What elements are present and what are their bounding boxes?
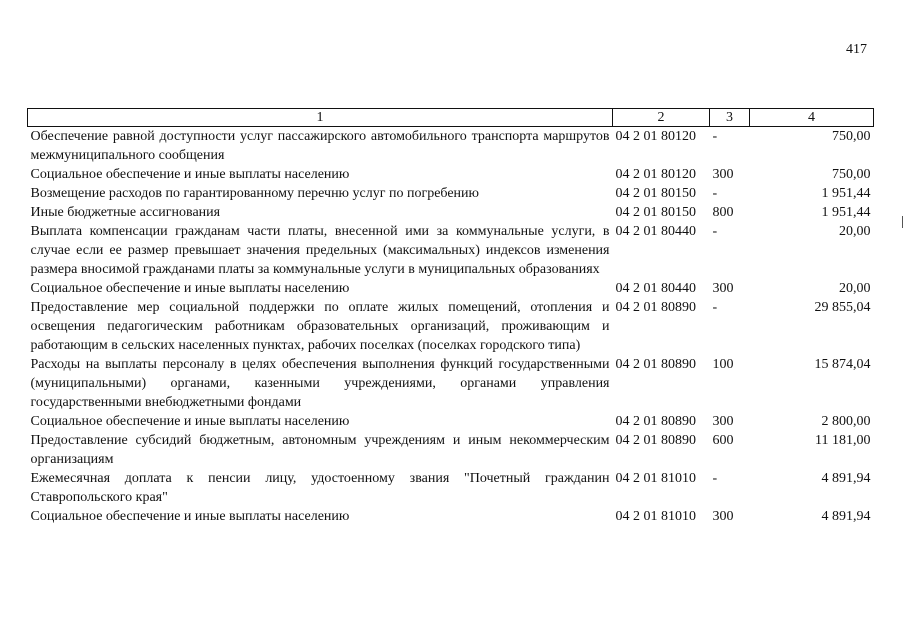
row-amount: 750,00 [832,167,871,182]
row-expense-type: - [712,300,718,315]
row-expense-type: 300 [712,414,734,429]
table-row [28,127,874,166]
row-amount: 750,00 [832,129,871,144]
row-name: Иные бюджетные ассигнования [30,205,221,220]
row-code: 04 2 01 80440 [615,224,696,239]
row-expense-type: - [712,186,718,201]
row-expense-type: 600 [712,433,734,448]
row-amount: 20,00 [839,281,871,296]
header-col-1: 1 [28,109,613,127]
row-amount: 1 951,44 [821,186,871,201]
row-amount: 20,00 [839,224,871,239]
row-code: 04 2 01 81010 [615,509,696,524]
row-expense-type: 100 [712,357,734,372]
row-name: Социальное обеспечение и иные выплаты населению [30,509,350,524]
row-amount: 2 800,00 [821,414,871,429]
row-name: Социальное обеспечение и иные выплаты населению [30,167,350,182]
table-row [28,279,874,298]
row-code: 04 2 01 80440 [615,281,696,296]
row-amount: 15 874,04 [814,357,871,372]
table-row [28,298,874,355]
row-expense-type: - [712,471,718,486]
row-name: Возмещение расходов по гарантированному перечню услуг по погребению [30,186,479,201]
row-expense-type: 800 [712,205,734,220]
row-code: 04 2 01 80890 [615,433,696,448]
table-row [28,507,874,526]
budget-table [27,108,874,526]
row-amount: 29 855,04 [814,300,871,315]
header-col-2: 2 [613,109,710,127]
row-amount: 4 891,94 [821,509,871,524]
table-row [28,165,874,184]
row-expense-type: 300 [712,281,734,296]
row-expense-type: - [712,224,718,239]
row-expense-type: 300 [712,167,734,182]
table-row [28,431,874,469]
table-row [28,412,874,431]
row-name: Предоставление мер социальной поддержки по оплате жилых помещений, отопления и освещения педагогическим работникам образовательных организаций, проживающим и работающим в сельских населенных пунктах, рабочих поселках (поселках городского типа) [30,300,610,353]
table-row [28,184,874,203]
table-row [28,355,874,412]
row-code: 04 2 01 80890 [615,357,696,372]
row-code: 04 2 01 80150 [615,205,696,220]
row-name: Ежемесячная доплата к пенсии лицу, удостоенному звания "Почетный гражданин Ставропольского края" [30,471,610,505]
row-code: 04 2 01 80890 [615,300,696,315]
row-expense-type: 300 [712,509,734,524]
row-code: 04 2 01 80890 [615,414,696,429]
table-row [28,222,874,279]
table-row [28,203,874,222]
header-col-3: 3 [710,109,750,127]
row-name: Социальное обеспечение и иные выплаты населению [30,414,350,429]
row-amount: 1 951,44 [821,205,871,220]
row-name: Выплата компенсации гражданам части платы, внесенной ими за коммунальные услуги, в случае если ее размер превышает значения предельных (максимальных) индексов изменения размера вносимой гражданами платы за коммунальные услуги в муниципальных образованиях [30,224,610,277]
row-amount: 4 891,94 [821,471,871,486]
margin-mark [902,216,903,228]
row-expense-type: - [712,129,718,144]
row-code: 04 2 01 81010 [615,471,696,486]
row-name: Обеспечение равной доступности услуг пассажирского автомобильного транспорта маршрутов межмуниципального сообщения [30,129,610,163]
page-number: 417 [846,42,867,57]
row-name: Расходы на выплаты персоналу в целях обеспечения выполнения функций государственными (муниципальными) органами, казенными учреждениями, органами управления государственными внебюджетными фондами [30,357,610,410]
row-name: Социальное обеспечение и иные выплаты населению [30,281,350,296]
row-name: Предоставление субсидий бюджетным, автономным учреждениям и иным некоммерческим организациям [30,433,610,467]
header-row [28,109,874,127]
table-row [28,469,874,507]
row-amount: 11 181,00 [815,433,871,448]
row-code: 04 2 01 80120 [615,167,696,182]
row-code: 04 2 01 80150 [615,186,696,201]
header-col-4: 4 [750,109,874,127]
row-code: 04 2 01 80120 [615,129,696,144]
